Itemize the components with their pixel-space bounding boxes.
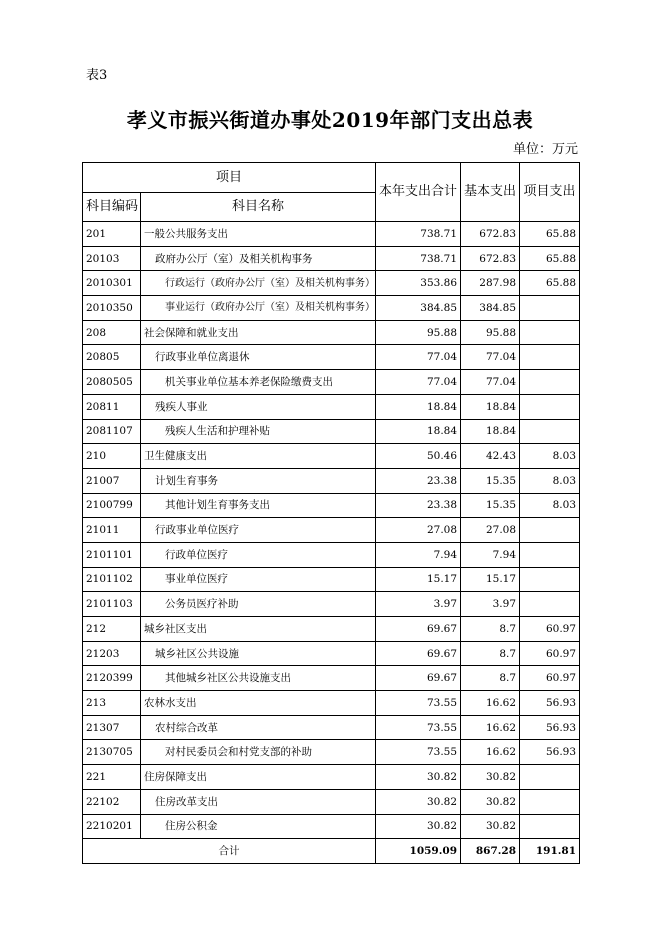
row-total: 27.08 [376,518,461,543]
unit-label: 单位：万元 [512,142,578,157]
header-code: 科目编码 [83,193,141,222]
row-code: 2010301 [83,271,141,296]
row-basic: 77.04 [461,345,520,370]
header-name: 科目名称 [141,193,376,222]
table-row [83,715,580,740]
row-code: 221 [83,765,141,790]
row-project [520,345,580,370]
table-row [83,542,580,567]
table-row [83,271,580,296]
row-total: 23.38 [376,493,461,518]
row-basic: 8.7 [461,617,520,642]
row-code: 2120399 [83,666,141,691]
row-project [520,789,580,814]
row-basic: 16.62 [461,740,520,765]
row-project [520,765,580,790]
row-total: 3.97 [376,592,461,617]
row-basic: 384.85 [461,296,520,321]
row-basic: 672.83 [461,246,520,271]
row-name: 行政运行（政府办公厅（室）及相关机构事务） [141,271,376,296]
row-basic: 18.84 [461,419,520,444]
table-row [83,592,580,617]
row-project [520,370,580,395]
row-basic: 18.84 [461,394,520,419]
row-total: 95.88 [376,320,461,345]
table-row [83,617,580,642]
row-name: 对村民委员会和村党支部的补助 [141,740,376,765]
table-row [83,666,580,691]
row-name: 事业运行（政府办公厅（室）及相关机构事务） [141,296,376,321]
row-name: 农林水支出 [141,691,376,716]
row-basic: 30.82 [461,765,520,790]
row-basic: 8.7 [461,666,520,691]
row-project [520,814,580,839]
row-total: 73.55 [376,715,461,740]
row-total: 30.82 [376,814,461,839]
row-name: 机关事业单位基本养老保险缴费支出 [141,370,376,395]
row-name: 一般公共服务支出 [141,222,376,247]
row-basic: 287.98 [461,271,520,296]
table-row [83,789,580,814]
row-basic: 42.43 [461,444,520,469]
row-basic: 16.62 [461,691,520,716]
table-row [83,641,580,666]
row-code: 210 [83,444,141,469]
row-code: 21203 [83,641,141,666]
row-project: 60.97 [520,641,580,666]
row-total: 77.04 [376,370,461,395]
row-name: 农村综合改革 [141,715,376,740]
row-name: 事业单位医疗 [141,567,376,592]
row-basic: 15.17 [461,567,520,592]
row-name: 社会保障和就业支出 [141,320,376,345]
row-name: 残疾人事业 [141,394,376,419]
row-name: 残疾人生活和护理补贴 [141,419,376,444]
totals-row [83,839,580,864]
row-project [520,567,580,592]
row-total: 30.82 [376,789,461,814]
row-name: 行政单位医疗 [141,542,376,567]
table-row [83,296,580,321]
row-code: 20811 [83,394,141,419]
row-total: 7.94 [376,542,461,567]
row-code: 2081107 [83,419,141,444]
row-name: 公务员医疗补助 [141,592,376,617]
row-project: 65.88 [520,246,580,271]
row-project: 8.03 [520,493,580,518]
row-total: 69.67 [376,617,461,642]
row-code: 20805 [83,345,141,370]
table-row [83,246,580,271]
totals-basic: 867.28 [461,839,520,864]
row-code: 2130705 [83,740,141,765]
row-code: 2210201 [83,814,141,839]
row-basic: 30.82 [461,789,520,814]
row-code: 2100799 [83,493,141,518]
row-project: 56.93 [520,715,580,740]
row-code: 22102 [83,789,141,814]
row-code: 2101102 [83,567,141,592]
row-basic: 77.04 [461,370,520,395]
row-name: 行政事业单位离退休 [141,345,376,370]
table-row [83,370,580,395]
row-basic: 15.35 [461,468,520,493]
row-project: 56.93 [520,740,580,765]
table-row [83,814,580,839]
row-project [520,320,580,345]
row-name: 住房保障支出 [141,765,376,790]
row-project [520,592,580,617]
row-basic: 16.62 [461,715,520,740]
row-project [520,394,580,419]
row-name: 城乡社区公共设施 [141,641,376,666]
row-code: 212 [83,617,141,642]
row-project [520,518,580,543]
row-total: 738.71 [376,246,461,271]
row-name: 计划生育事务 [141,468,376,493]
header-basic: 基本支出 [461,163,520,222]
table-row [83,320,580,345]
row-project [520,419,580,444]
row-project: 56.93 [520,691,580,716]
row-total: 384.85 [376,296,461,321]
totals-project: 191.81 [520,839,580,864]
table-number: 表3 [86,68,108,83]
row-total: 77.04 [376,345,461,370]
table-row [83,518,580,543]
totals-total: 1059.09 [376,839,461,864]
row-total: 18.84 [376,394,461,419]
row-name: 行政事业单位医疗 [141,518,376,543]
row-total: 73.55 [376,740,461,765]
row-total: 73.55 [376,691,461,716]
row-total: 69.67 [376,666,461,691]
row-project: 60.97 [520,666,580,691]
row-basic: 95.88 [461,320,520,345]
row-name: 其他计划生育事务支出 [141,493,376,518]
row-basic: 3.97 [461,592,520,617]
row-total: 23.38 [376,468,461,493]
expenditure-table [82,162,580,864]
row-basic: 27.08 [461,518,520,543]
row-basic: 15.35 [461,493,520,518]
table-row [83,419,580,444]
header-project: 项目支出 [520,163,580,222]
row-code: 2101103 [83,592,141,617]
row-name: 政府办公厅（室）及相关机构事务 [141,246,376,271]
table-row [83,691,580,716]
row-project: 65.88 [520,271,580,296]
row-name: 城乡社区支出 [141,617,376,642]
row-total: 738.71 [376,222,461,247]
row-name: 卫生健康支出 [141,444,376,469]
table-row [83,765,580,790]
row-code: 213 [83,691,141,716]
row-code: 20103 [83,246,141,271]
row-project [520,542,580,567]
row-total: 18.84 [376,419,461,444]
row-code: 2101101 [83,542,141,567]
row-code: 2010350 [83,296,141,321]
row-project: 8.03 [520,444,580,469]
row-name: 住房改革支出 [141,789,376,814]
row-project: 8.03 [520,468,580,493]
row-basic: 8.7 [461,641,520,666]
row-total: 30.82 [376,765,461,790]
table-row [83,567,580,592]
table-row [83,468,580,493]
row-code: 21307 [83,715,141,740]
header-item: 项目 [83,163,376,193]
table-row [83,222,580,247]
row-total: 15.17 [376,567,461,592]
totals-label: 合计 [83,839,376,864]
row-basic: 7.94 [461,542,520,567]
row-name: 住房公积金 [141,814,376,839]
row-basic: 672.83 [461,222,520,247]
table-row [83,740,580,765]
row-code: 21007 [83,468,141,493]
table-row [83,394,580,419]
row-project [520,296,580,321]
row-code: 21011 [83,518,141,543]
row-name: 其他城乡社区公共设施支出 [141,666,376,691]
table-row [83,493,580,518]
row-basic: 30.82 [461,814,520,839]
row-total: 69.67 [376,641,461,666]
header-total: 本年支出合计 [376,163,461,222]
table-row [83,444,580,469]
row-project: 60.97 [520,617,580,642]
table-row [83,345,580,370]
row-total: 353.86 [376,271,461,296]
row-code: 208 [83,320,141,345]
row-code: 2080505 [83,370,141,395]
row-total: 50.46 [376,444,461,469]
row-code: 201 [83,222,141,247]
row-project: 65.88 [520,222,580,247]
page-title: 孝义市振兴街道办事处2019年部门支出总表 [126,108,534,132]
